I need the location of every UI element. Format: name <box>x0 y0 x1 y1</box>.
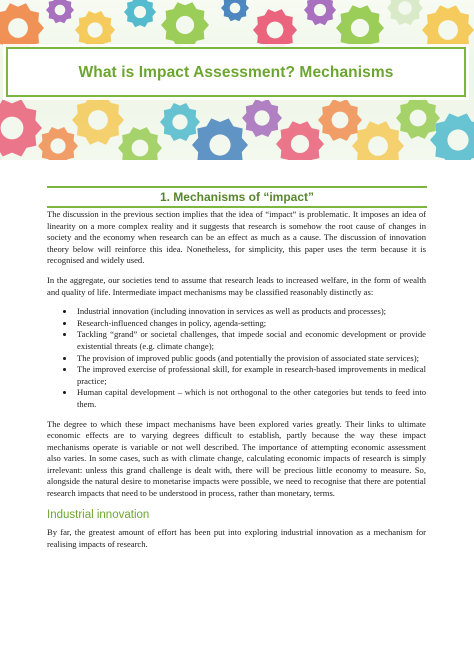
gear-icon <box>318 99 362 141</box>
gear-icon <box>192 118 248 160</box>
gear-icon <box>124 0 156 27</box>
gear-icon <box>118 127 162 160</box>
list-item: • The improved exercise of professional skill, for example in research-based improvements in medical practice; <box>75 364 426 387</box>
gear-icon <box>221 0 249 21</box>
list-item: • Human capital development – which is not orthogonal to the other categories but tends to feed into them. <box>75 387 426 410</box>
paragraph: In the aggregate, our societies tend to assume that research leads to increased welfare, in the form of wealth and quality of life. Intermediate impact mechanisms may be classified reasonably distinctly as: <box>47 274 426 297</box>
gear-icon <box>304 0 336 25</box>
gear-icon <box>72 95 124 144</box>
list-item: • Research-influenced changes in policy, agenda-setting; <box>75 318 426 330</box>
page-title: What is Impact Assessment? Mechanisms <box>78 64 394 81</box>
list-item: • Industrial innovation (including innovation in services as well as products and processes); <box>75 306 426 318</box>
title-box <box>6 47 466 97</box>
subsection-heading: Industrial innovation <box>47 508 150 521</box>
gear-icon <box>160 103 200 141</box>
gear-icon <box>38 127 78 160</box>
gear-icon <box>352 121 404 160</box>
body-content <box>47 209 426 558</box>
gear-icon <box>276 121 324 160</box>
gear-icon <box>396 97 440 139</box>
gear-icon <box>0 100 42 157</box>
gear-icon <box>242 99 282 137</box>
list-item: • The provision of improved public goods (and potentially the provision of associated state services); <box>75 353 426 365</box>
bullet-list <box>47 306 426 410</box>
gear-icon <box>0 3 44 52</box>
paragraph: The discussion in the previous section implies that the idea of “impact” is problematic. It imposes an idea of linearity on a more complex reality and it suggests that research is somehow the root cause of changes in society and the economy when research can be an effect as much as a cause. The discussion of innovation theory below will reinforce this idea. Nonetheless, for simplicity, this paper uses the term because it is recognised and widely used. <box>47 209 426 266</box>
gear-icon <box>75 11 115 49</box>
paragraph: By far, the greatest amount of effort has been put into exploring industrial innovation as a mechanism for realising impacts of research. <box>47 527 426 549</box>
gear-icon <box>46 0 74 23</box>
gear-icon <box>336 5 384 51</box>
list-item: • Tackling “grand” or societal challenges, that impede social and economic development or provide existential threats (e.g. climate change); <box>75 329 426 352</box>
gear-icon <box>253 9 297 51</box>
gear-icon <box>161 2 209 48</box>
paragraph: The degree to which these impact mechanisms have been explored varies greatly. Their links to ultimate economic effects are to varying degrees difficult to establish, partly because the way these impact mechanisms operate is variable or not well described. The importance of attempting economic assessment also varies. In some cases, such as with climate change, calculating economic impacts of research is simply irrelevant: unless this grand challenge is dealt with, there will be precious little economy to measure. So, alongside the natural desire to monetarise impacts were possible, we need to recognise that there are potential research impacts that need to be understood in process, rather than monetary, terms. <box>47 418 426 499</box>
section-heading: 1. Mechanisms of “impact” <box>47 186 427 208</box>
header-banner <box>0 0 474 160</box>
gear-icon <box>387 0 423 25</box>
